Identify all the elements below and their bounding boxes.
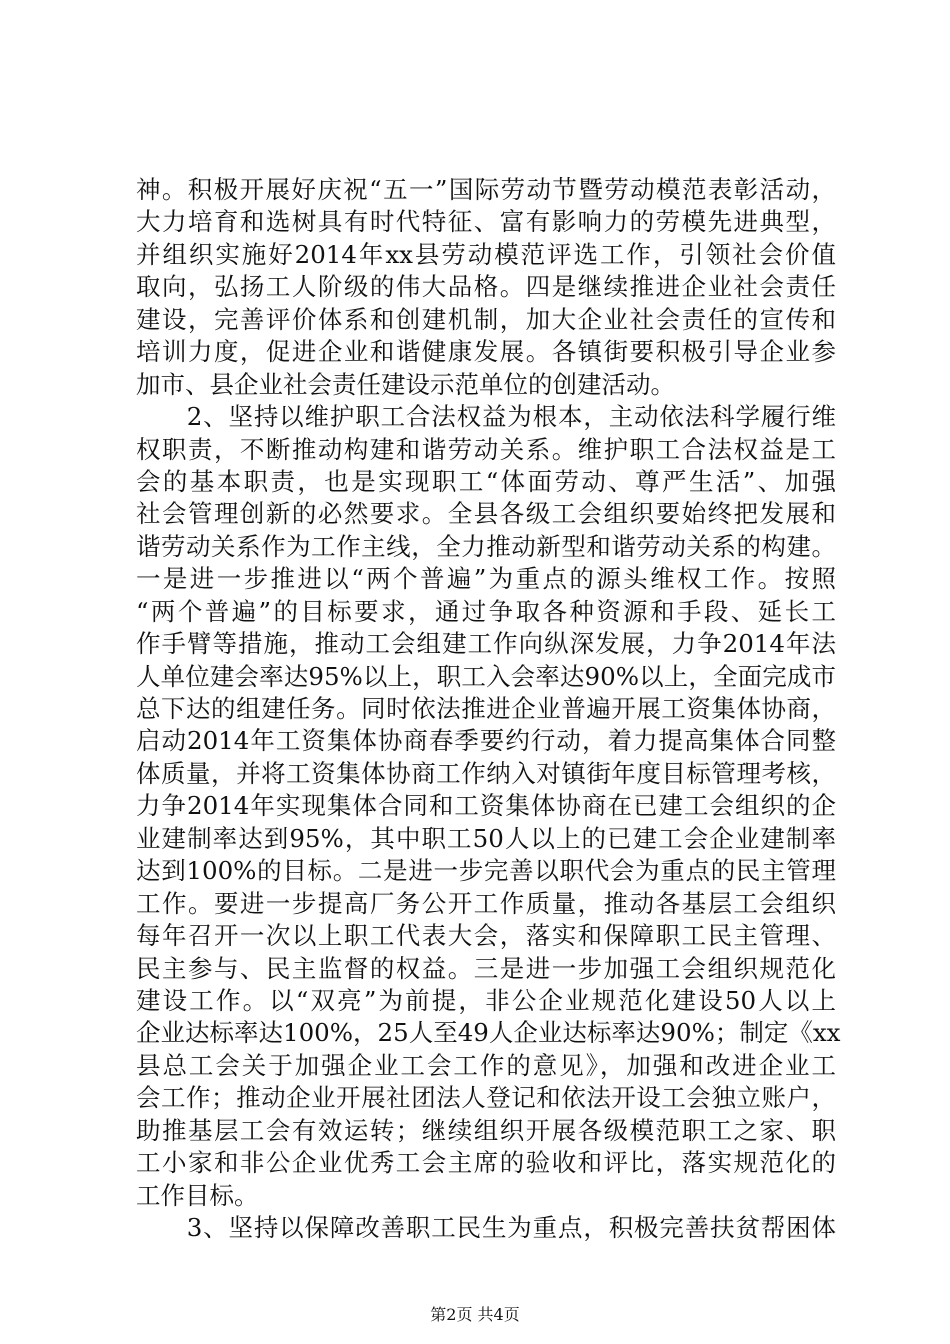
text-line: 一是进一步推进以“两个普遍”为重点的源头维权工作。按照 xyxy=(136,564,836,594)
text-line: 神。积极开展好庆祝“五一”国际劳动节暨劳动模范表彰活动， xyxy=(136,175,836,204)
text-line: 助推基层工会有效运转；继续组织开展各级模范职工之家、职 xyxy=(136,1115,836,1145)
text-line: 建设，完善评价体系和创建机制，加大企业社会责任的宣传和 xyxy=(136,304,836,334)
text-line: 人单位建会率达95%以上，职工入会率达90%以上，全面完成市 xyxy=(136,661,836,691)
text-line: 2、坚持以维护职工合法权益为根本，主动依法科学履行维 xyxy=(136,402,836,432)
text-line: 谐劳动关系作为工作主线，全力推动新型和谐劳动关系的构建。 xyxy=(136,531,836,561)
document-body xyxy=(136,174,841,1244)
text-line: 民主参与、民主监督的权益。三是进一步加强工会组织规范化 xyxy=(136,953,836,983)
text-line: 权职责，不断推动构建和谐劳动关系。维护职工合法权益是工 xyxy=(136,434,836,464)
text-line: 会工作；推动企业开展社团法人登记和依法开设工会独立账户， xyxy=(136,1083,836,1113)
text-line: 总下达的组建任务。同时依法推进企业普遍开展工资集体协商， xyxy=(136,694,836,723)
text-line: 每年召开一次以上职工代表大会，落实和保障职工民主管理、 xyxy=(136,921,836,951)
text-line: 培训力度，促进企业和谐健康发展。各镇街要积极引导企业参 xyxy=(136,337,836,367)
text-line: 工作目标。 xyxy=(136,1180,259,1210)
text-line: 达到100%的目标。二是进一步完善以职代会为重点的民主管理 xyxy=(136,856,836,886)
text-line: 3、坚持以保障改善职工民生为重点，积极完善扶贫帮困体 xyxy=(136,1213,836,1242)
text-line: 大力培育和选树具有时代特征、富有影响力的劳模先进典型， xyxy=(136,207,836,237)
text-line: 取向，弘扬工人阶级的伟大品格。四是继续推进企业社会责任 xyxy=(136,272,836,302)
text-line: 工作。要进一步提高厂务公开工作质量，推动各基层工会组织 xyxy=(136,888,836,918)
text-line: 建设工作。以“双亮”为前提，非公企业规范化建设50人以上 xyxy=(136,985,836,1015)
text-line: 启动2014年工资集体协商春季要约行动，着力提高集体合同整 xyxy=(136,726,836,756)
text-line: 社会管理创新的必然要求。全县各级工会组织要始终把发展和 xyxy=(136,499,836,529)
text-line: 体质量，并将工资集体协商工作纳入对镇街年度目标管理考核， xyxy=(136,758,836,788)
text-line: 加市、县企业社会责任建设示范单位的创建活动。 xyxy=(136,369,675,399)
text-line: 工小家和非公企业优秀工会主席的验收和评比，落实规范化的 xyxy=(136,1148,836,1178)
text-line: 并组织实施好2014年xx县劳动模范评选工作，引领社会价值 xyxy=(136,239,836,269)
text-line: 企业达标率达100%，25人至49人企业达标率达90%；制定《xx xyxy=(136,1018,841,1048)
text-line: 作手臂等措施，推动工会组建工作向纵深发展，力争2014年法 xyxy=(136,629,836,659)
text-line: 会的基本职责，也是实现职工“体面劳动、尊严生活”、加强 xyxy=(136,466,836,496)
text-line: “两个普遍”的目标要求，通过争取各种资源和手段、延长工 xyxy=(136,596,836,626)
text-line: 县总工会关于加强企业工会工作的意见》，加强和改进企业工 xyxy=(136,1050,836,1080)
page-footer: 第2页 共4页 xyxy=(430,1305,520,1324)
text-line: 力争2014年实现集体合同和工资集体协商在已建工会组织的企 xyxy=(136,791,836,821)
text-line: 业建制率达到95%，其中职工50人以上的已建工会企业建制率 xyxy=(136,823,836,853)
